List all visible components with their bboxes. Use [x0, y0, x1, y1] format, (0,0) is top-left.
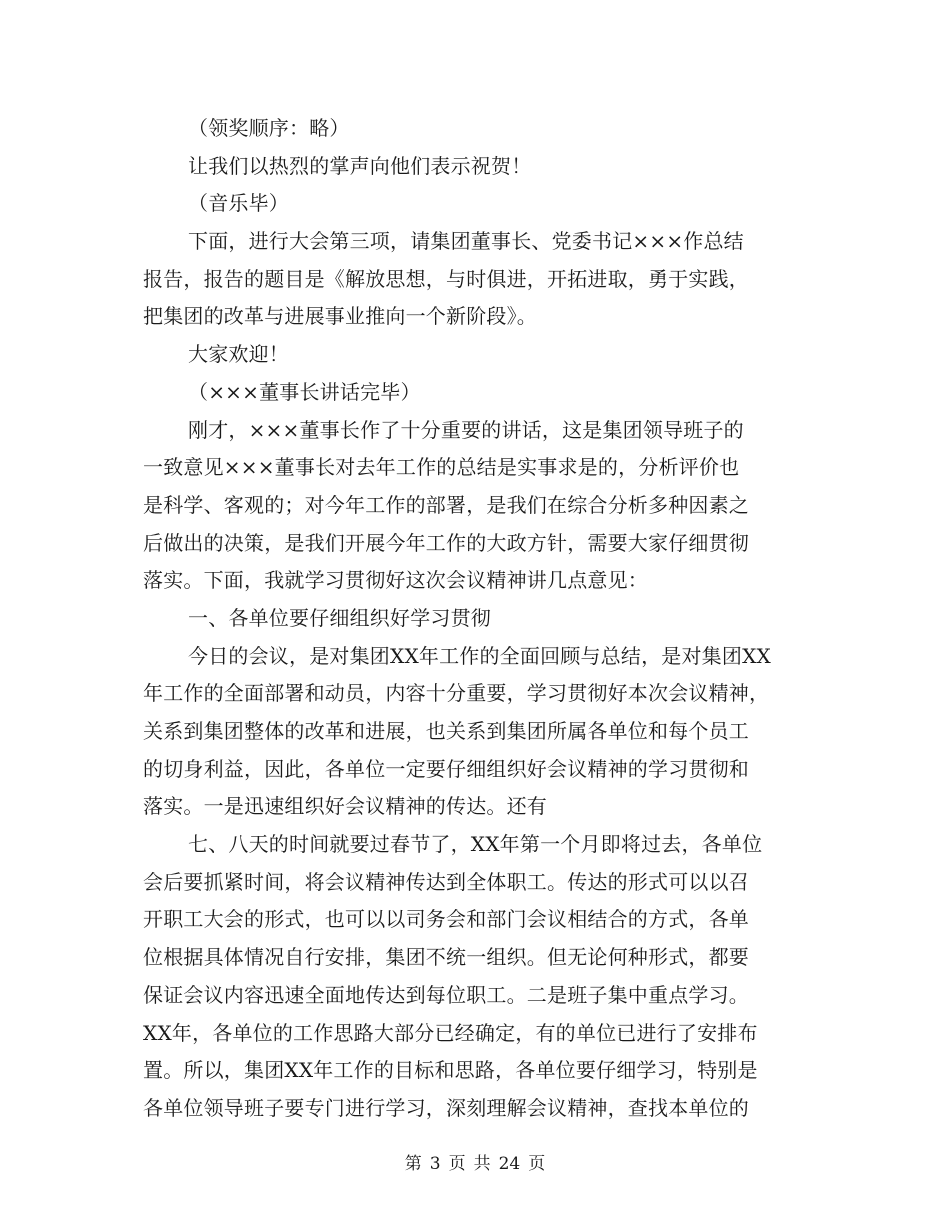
text-line: 今日的会议，是对集团XX年工作的全面回顾与总结，是对集团XX: [188, 643, 771, 668]
footer-label-page: 第: [404, 1154, 422, 1174]
text-line: 会后要抓紧时间，将会议精神传达到全体职工。传达的形式可以以召: [143, 869, 749, 894]
text-line: 七、八天的时间就要过春节了，XX年第一个月即将过去，各单位: [188, 832, 763, 857]
text-line: 落实。一是迅速组织好会议精神的传达。还有: [143, 794, 547, 819]
text-line: 大家欢迎！: [188, 342, 289, 367]
footer-total-pages: 24: [498, 1154, 521, 1174]
footer-label-total-unit: 页: [528, 1154, 546, 1174]
text-line: 年工作的全面部署和动员，内容十分重要，学习贯彻好本次会议精神，: [143, 681, 770, 706]
text-line: （领奖顺序：略）: [188, 116, 350, 140]
text-line: XX年，各单位的工作思路大部分已经确定，有的单位已进行了安排布: [143, 1020, 758, 1045]
text-line: 保证会议内容迅速全面地传达到每位职工。二是班子集中重点学习。: [143, 982, 749, 1007]
text-line: 一、各单位要仔细组织好学习贯彻: [188, 605, 491, 630]
page-footer: [0, 1152, 950, 1176]
text-line: 关系到集团整体的改革和进展，也关系到集团所属各单位和每个员工: [143, 719, 749, 743]
text-line: 下面，进行大会第三项，请集团董事长、党委书记×××作总结: [188, 229, 744, 254]
document-body: [143, 110, 808, 1128]
footer-label-total: 共: [473, 1154, 491, 1174]
footer-label-page-unit: 页: [448, 1154, 466, 1174]
text-line: 的切身利益，因此，各单位一定要仔细组织好会议精神的学习贯彻和: [143, 756, 749, 781]
footer-current-page: 3: [429, 1154, 441, 1174]
text-line: 各单位领导班子要专门进行学习，深刻理解会议精神，查找本单位的: [143, 1095, 749, 1120]
text-line: 刚才，×××董事长作了十分重要的讲话，这是集团领导班子的: [188, 417, 744, 442]
text-line: （×××董事长讲话完毕）: [188, 379, 421, 404]
text-line: 报告，报告的题目是《解放思想，与时俱进，开拓进取，勇于实践，: [143, 266, 749, 291]
text-line: 让我们以热烈的掌声向他们表示祝贺！: [188, 153, 532, 178]
text-line: 是科学、客观的；对今年工作的部署，是我们在综合分析多种因素之: [143, 492, 749, 517]
text-line: （音乐毕）: [188, 191, 289, 216]
text-line: 一致意见×××董事长对去年工作的总结是实事求是的，分析评价也: [143, 455, 740, 480]
text-line: 把集团的改革与进展事业推向一个新阶段》。: [143, 304, 537, 329]
text-line: 置。所以，集团XX年工作的目标和思路，各单位要仔细学习，特别是: [143, 1058, 758, 1083]
text-line: 落实。下面，我就学习贯彻好这次会议精神讲几点意见：: [143, 568, 648, 593]
text-line: 后做出的决策，是我们开展今年工作的大政方针，需要大家仔细贯彻: [143, 530, 749, 555]
text-line: 位根据具体情况自行安排，集团不统一组织。但无论何种形式，都要: [143, 945, 749, 970]
text-line: 开职工大会的形式，也可以以司务会和部门会议相结合的方式，各单: [143, 907, 749, 932]
